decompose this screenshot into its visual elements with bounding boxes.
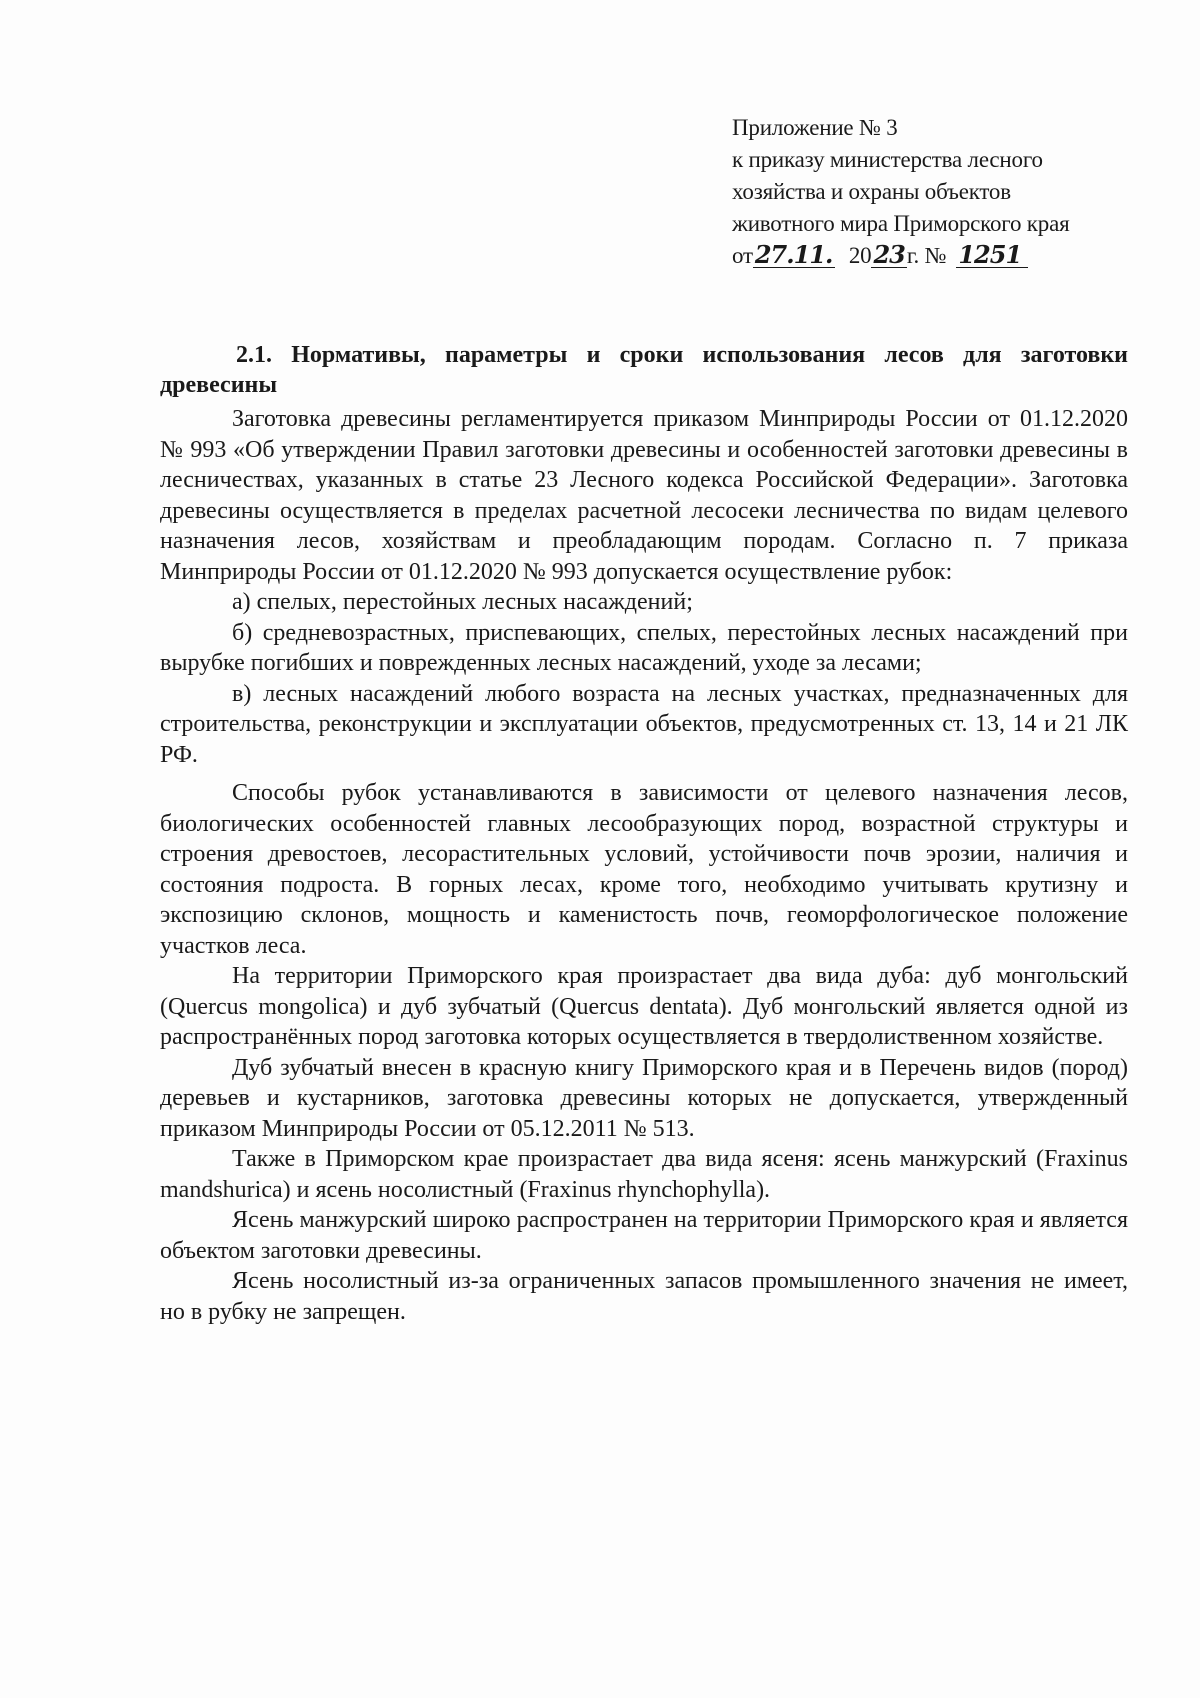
year-unit: г. № bbox=[906, 243, 947, 268]
paragraph-intro: Заготовка древесины регламентируется приказом Минприроды России от 01.12.2020 № 993 «Об утверждении Правил заготовки древесины и особенностей заготовки древесины в лесничествах, указанных в статье 23 Лесного кодекса Российской Федерации». Заготовка древесины осуществляется в пределах расчетной лесосеки лесничества по видам целевого назначения лесов, хозяйствам и преобладающим породам. Согласно п. 7 приказа Минприроды России от 01.12.2020 № 993 допускается осуществление рубок: bbox=[160, 406, 1128, 585]
section-heading: 2.1. Нормативы, параметры и сроки использования лесов для заготовки древесины bbox=[160, 342, 1128, 398]
paragraph-oak-dentata: Дуб зубчатый внесен в красную книгу Приморского края и в Перечень видов (пород) деревьев и кустарников, заготовка древесины которых не допускается, утвержденный приказом Минприроды России от 05.12.2011 № 513. bbox=[160, 1054, 1128, 1142]
handwritten-year: 23 bbox=[873, 240, 905, 269]
from-prefix: от bbox=[732, 243, 753, 268]
handwritten-date: 27.11. bbox=[753, 243, 835, 268]
list-item: б) средневозрастных, приспевающих, спелых, перестойных лесных насаждений при вырубке погибших и поврежденных лесных насаждений, уходе за лесами; bbox=[160, 619, 1128, 676]
annex-title: Приложение № 3 bbox=[732, 115, 898, 140]
paragraph-ash-manchurian: Ясень манжурский широко распространен на территории Приморского края и является объектом заготовки древесины. bbox=[160, 1207, 1128, 1264]
felling-types-list bbox=[160, 587, 1128, 770]
paragraph-methods: Способы рубок устанавливаются в зависимости от целевого назначения лесов, биологических особенностей главных лесообразующих пород, возрастной структуры и строения древостоев, лесорастительных условий, устойчивости почв эрозии, наличия и состояния подроста. В горных лесах, кроме того, необходимо учитывать крутизну и экспозицию склонов, мощность и каменистость почв, геоморфологическое положение участков леса. bbox=[160, 780, 1128, 959]
annex-line: к приказу министерства лесного bbox=[732, 147, 1043, 172]
annex-line: хозяйства и охраны объектов bbox=[732, 179, 1011, 204]
annex-line: животного мира Приморского края bbox=[732, 211, 1070, 236]
section-content bbox=[160, 340, 1128, 1327]
handwritten-order-number: 1251 bbox=[956, 243, 1028, 268]
year-prefix: 20 bbox=[848, 243, 872, 268]
paragraph-oak-species: На территории Приморского края произрастает два вида дуба: дуб монгольский (Quercus mongolica) и дуб зубчатый (Quercus dentata). Дуб монгольский является одной из распространённых пород заготовка которых осуществляется в твердолиственном хозяйстве. bbox=[160, 963, 1128, 1050]
annex-header bbox=[732, 112, 1152, 272]
paragraph-ash-species: Также в Приморском крае произрастает два вида ясеня: ясень манжурский (Fraxinus mandshurica) и ясень носолистный (Fraxinus rhynchophylla). bbox=[160, 1146, 1128, 1203]
list-item: а) спелых, перестойных лесных насаждений; bbox=[232, 589, 693, 615]
list-item: в) лесных насаждений любого возраста на лесных участках, предназначенных для строительства, реконструкции и эксплуатации объектов, предусмотренных ст. 13, 14 и 21 ЛК РФ. bbox=[160, 680, 1128, 768]
annex-date-number-line bbox=[732, 240, 1152, 272]
paragraph-ash-rhynchophylla: Ясень носолистный из-за ограниченных запасов промышленного значения не имеет, но в рубку не запрещен. bbox=[160, 1268, 1128, 1325]
